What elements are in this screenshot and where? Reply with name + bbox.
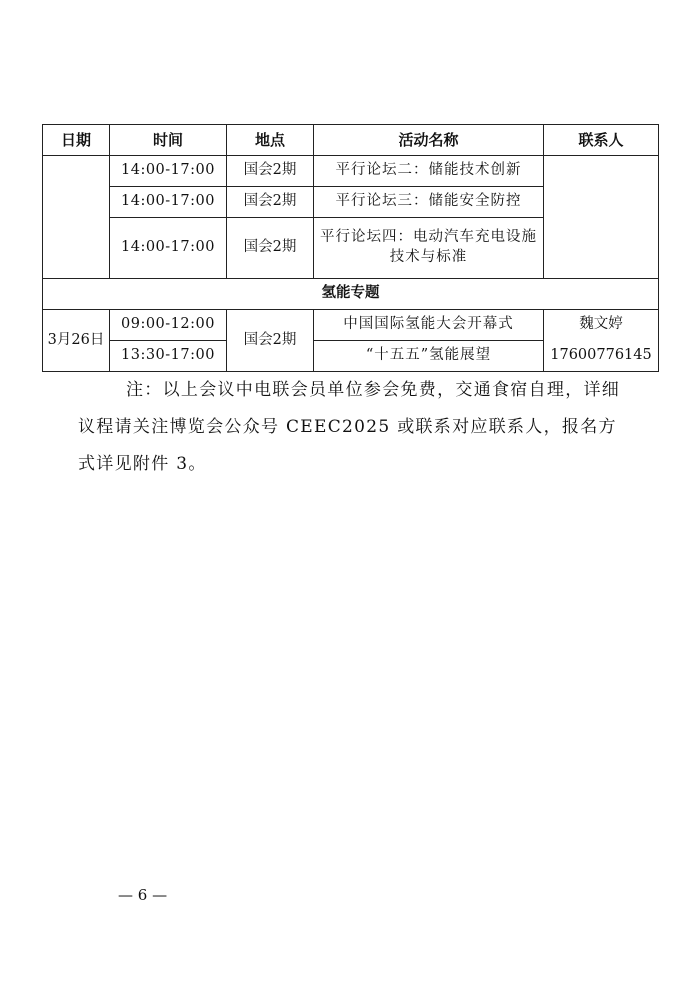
time-cell: 14:00-17:00 <box>110 156 227 187</box>
activity-cell: “十五五”氢能展望 <box>314 341 544 372</box>
activity-cell: 平行论坛二：储能技术创新 <box>314 156 544 187</box>
time-cell: 13:30-17:00 <box>110 341 227 372</box>
activity-cell: 平行论坛四：电动汽车充电设施技术与标准 <box>314 218 544 279</box>
place-cell: 国会2期 <box>227 187 314 218</box>
place-cell: 国会2期 <box>227 310 314 372</box>
date-cell-empty <box>43 156 110 279</box>
header-contact: 联系人 <box>544 125 659 156</box>
time-cell: 14:00-17:00 <box>110 187 227 218</box>
header-activity: 活动名称 <box>314 125 544 156</box>
schedule-table <box>42 124 659 372</box>
section-title: 氢能专题 <box>43 279 659 310</box>
header-date: 日期 <box>43 125 110 156</box>
table-row <box>43 310 659 341</box>
contact-cell-empty <box>544 156 659 279</box>
place-cell: 国会2期 <box>227 156 314 187</box>
date-cell: 3月26日 <box>43 310 110 372</box>
contact-name-cell: 魏文婷 <box>544 310 659 341</box>
note-paragraph: 注：以上会议中电联会员单位参会免费，交通食宿自理，详细议程请关注博览会公众号 CEEC2025 或联系对应联系人，报名方式详见附件 3。 <box>78 380 621 474</box>
contact-phone-cell: 17600776145 <box>544 341 659 372</box>
header-place: 地点 <box>227 125 314 156</box>
header-time: 时间 <box>110 125 227 156</box>
table-header-row <box>43 125 659 156</box>
time-cell: 09:00-12:00 <box>110 310 227 341</box>
table-row <box>43 341 659 372</box>
time-cell: 14:00-17:00 <box>110 218 227 279</box>
page-number: — 6 — <box>118 886 168 904</box>
place-cell: 国会2期 <box>227 218 314 279</box>
activity-cell: 平行论坛三：储能安全防控 <box>314 187 544 218</box>
activity-cell: 中国国际氢能大会开幕式 <box>314 310 544 341</box>
table-row <box>43 156 659 187</box>
section-row <box>43 279 659 310</box>
